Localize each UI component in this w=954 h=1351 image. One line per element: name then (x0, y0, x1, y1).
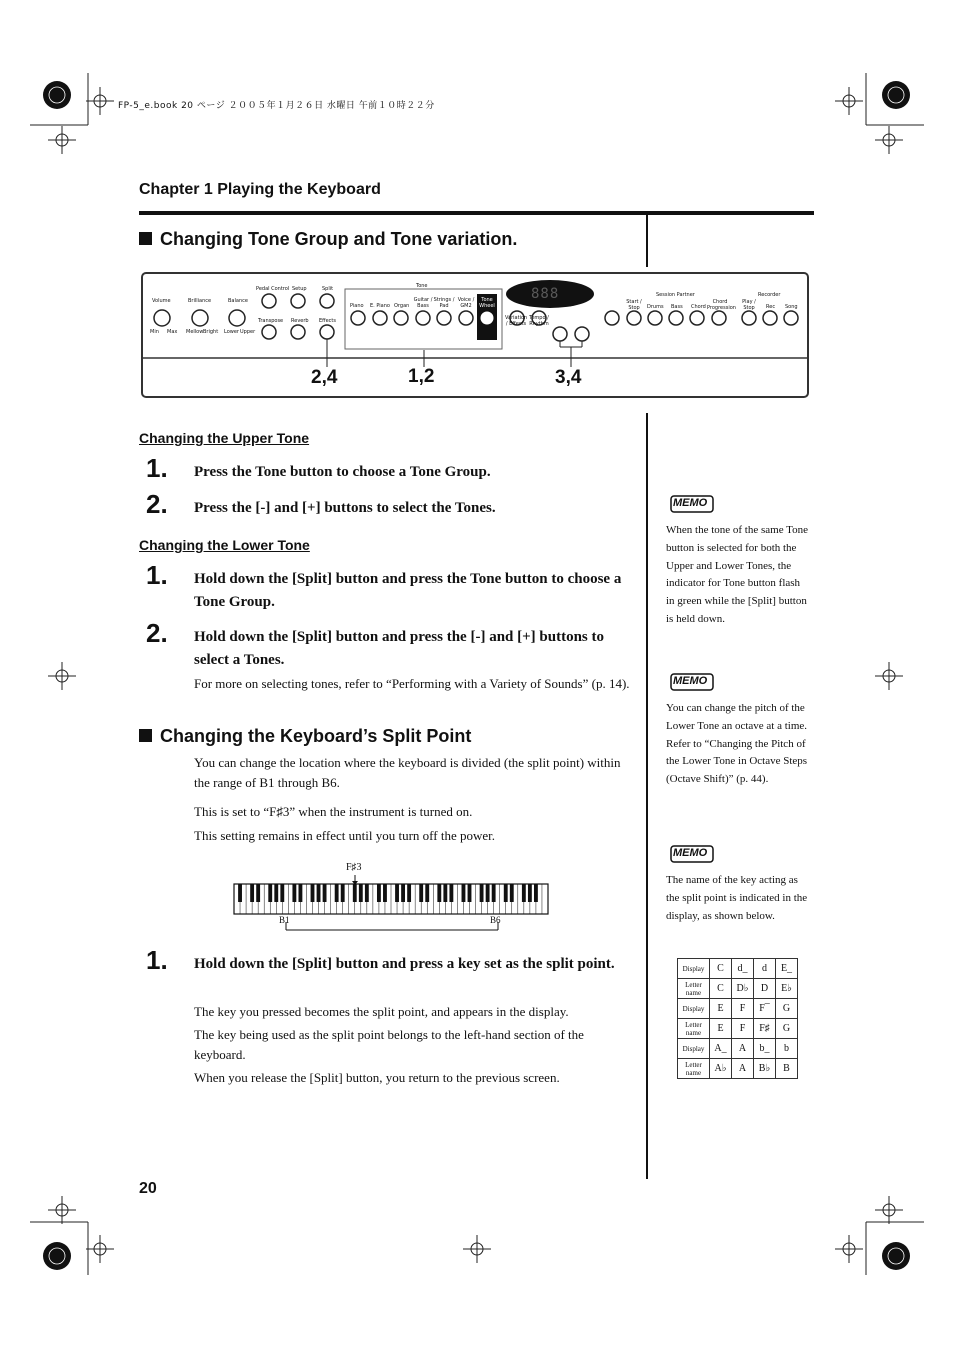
callout-plusminus: 3,4 (555, 367, 582, 388)
black-key (510, 884, 514, 902)
callout-split: 2,4 (311, 367, 338, 388)
session-header: Session Partner (656, 292, 695, 298)
split-table-label: Letter name (678, 979, 710, 999)
lower-step2-num: 2. (146, 618, 168, 648)
black-key (492, 884, 496, 902)
memo-text-1: When the tone of the same Tone button is selected for both the Upper and Lower Tones, the indicator for Tone button flash in green while the [Split] button is held down. (666, 524, 808, 625)
split-table-cell: G (776, 999, 798, 1019)
split-after-2: The key being used as the split point belongs to the left-hand section of the keyboard. (194, 1027, 584, 1062)
black-key (407, 884, 411, 902)
file-header: FP-5_e.book 20 ページ ２００５年１月２６日 水曜日 午前１０時２２分 (118, 101, 435, 111)
label-start: Start / Stop (626, 299, 642, 311)
knob-label-brilliance: Brilliance (188, 298, 212, 304)
memo-icon (670, 672, 714, 697)
black-key (268, 884, 272, 902)
label-rec: Rec (766, 304, 776, 310)
split-table-cell: b_ (754, 1039, 776, 1059)
split-table-cell: E (710, 1019, 732, 1039)
column-divider-top (646, 215, 648, 267)
panel-illustration (141, 272, 809, 398)
black-key (238, 884, 242, 902)
black-key (353, 884, 357, 902)
split-table-label: Display (678, 959, 710, 979)
memo-icon-label: MEMO (673, 675, 708, 687)
black-key (504, 884, 508, 902)
split-table-cell: A_ (710, 1039, 732, 1059)
upper-step1-text: Press the Tone button to choose a Tone Group. (194, 464, 491, 480)
btn-label-transpose: Transpose (258, 318, 284, 324)
split-p3: This setting remains in effect until you turn off the power. (194, 828, 495, 843)
split-table-cell: E♭ (776, 979, 798, 999)
split-p1: You can change the location where the keyboard is divided (the split point) within the range of B1 through B6. (194, 755, 621, 790)
split-table-cell: F¯ (754, 999, 776, 1019)
black-key (449, 884, 453, 902)
split-table-cell: A (732, 1039, 754, 1059)
split-table-cell: C (710, 959, 732, 979)
tone-label-piano: Piano (350, 303, 364, 309)
split-table-cell: E (710, 999, 732, 1019)
label-progression: Chord Progression (707, 299, 736, 311)
tone-label-epiano: E. Piano (370, 303, 390, 309)
black-key (250, 884, 254, 902)
label-tempo: Tempo / Rhythm (529, 315, 549, 327)
black-key (292, 884, 296, 902)
label-bass: Bass (671, 304, 683, 310)
split-table-label: Display (678, 1039, 710, 1059)
knob-sub-max: Max (167, 329, 178, 335)
lower-step1-num: 1. (146, 560, 168, 590)
split-table-row (678, 959, 798, 979)
chapter-rule (139, 211, 814, 215)
knob-sub-lower: Lower (224, 329, 239, 335)
split-table-row (678, 1059, 798, 1079)
black-key (425, 884, 429, 902)
black-key (383, 884, 387, 902)
split-step1-num: 1. (146, 945, 168, 975)
black-key (311, 884, 315, 902)
split-table-cell: F♯ (754, 1019, 776, 1039)
btn-label-split: Split (322, 286, 334, 292)
black-key (256, 884, 260, 902)
split-table-row (678, 1039, 798, 1059)
recorder-header: Recorder (758, 292, 781, 298)
split-table-cell: E_ (776, 959, 798, 979)
section-title-split (139, 726, 471, 747)
split-table-label: Letter name (678, 1019, 710, 1039)
split-table-cell: D♭ (732, 979, 754, 999)
black-key (317, 884, 321, 902)
memo-icon (670, 844, 714, 869)
split-table-cell: d_ (732, 959, 754, 979)
split-table-label: Display (678, 999, 710, 1019)
btn-label-reverb: Reverb (291, 318, 309, 324)
split-name-table (677, 958, 798, 1079)
lower-step2-text: Hold down the [Split] button and press the [-] and [+] buttons to select a Tones. (194, 629, 605, 668)
split-p2: This is set to “F♯3” when the instrument is turned on. (194, 804, 473, 819)
split-table-cell: A♭ (710, 1059, 732, 1079)
split-table-cell: A (732, 1059, 754, 1079)
split-table-cell: D (754, 979, 776, 999)
black-key (468, 884, 472, 902)
split-table-cell: F (732, 999, 754, 1019)
split-table-cell: d (754, 959, 776, 979)
black-key (419, 884, 423, 902)
btn-label-pedal: Pedal Control (256, 286, 290, 292)
section-title-tone (139, 229, 517, 250)
tone-label-organ: Organ (394, 303, 410, 309)
split-table-cell: G (776, 1019, 798, 1039)
subtitle-lower: Changing the Lower Tone (139, 537, 310, 553)
split-table-cell: C (710, 979, 732, 999)
memo-icon-label: MEMO (673, 497, 708, 509)
black-key (462, 884, 466, 902)
knob-sub-upper: Upper (240, 329, 256, 335)
memo-icon (670, 494, 714, 519)
label-drums: Drums (647, 304, 664, 310)
upper-step2-text: Press the [-] and [+] buttons to select the Tones. (194, 500, 496, 516)
subtitle-upper: Changing the Upper Tone (139, 430, 310, 446)
label-play: Play / Stop (742, 299, 756, 311)
split-table-cell: b (776, 1039, 798, 1059)
tone-header: Tone (416, 283, 428, 289)
split-step1-text: Hold down the [Split] button and press a key set as the split point. (194, 956, 615, 972)
memo-icon-label: MEMO (673, 847, 708, 859)
column-divider (646, 413, 648, 1179)
black-key (534, 884, 538, 902)
btn-label-effects: Effects (319, 318, 336, 324)
chapter-title: Chapter 1 Playing the Keyboard (139, 181, 381, 198)
upper-step2-num: 2. (146, 489, 168, 519)
black-key (377, 884, 381, 902)
tone-label-guitar: Guitar / Bass (413, 297, 433, 309)
tone-label-tonewheel: Tone Wheel (479, 297, 495, 309)
black-key (280, 884, 284, 902)
knob-sub-min: Min (150, 329, 159, 335)
black-key (401, 884, 405, 902)
knob-sub-mellow: Mellow (186, 329, 204, 335)
black-key (274, 884, 278, 902)
lower-note: For more on selecting tones, refer to “Performing with a Variety of Sounds” (p. 14). (194, 676, 630, 691)
split-table-row (678, 1019, 798, 1039)
led-display: 888 (531, 286, 560, 302)
label-chord: Chord (691, 304, 706, 310)
page-number: 20 (139, 1180, 157, 1197)
split-table-cell: B♭ (754, 1059, 776, 1079)
black-key (528, 884, 532, 902)
label-variation: Variation / Effects (505, 315, 528, 327)
split-table-label: Letter name (678, 1059, 710, 1079)
knob-sub-bright: Bright (203, 329, 219, 335)
black-key (298, 884, 302, 902)
kbd-low-label: B1 (279, 915, 290, 925)
black-key (395, 884, 399, 902)
split-table-cell: F (732, 1019, 754, 1039)
upper-step1-num: 1. (146, 453, 168, 483)
tone-label-voice: Voice / GM2 (457, 297, 475, 309)
memo-text-3: The name of the key acting as the split point is indicated in the display, as shown below. (666, 874, 808, 922)
black-key (341, 884, 345, 902)
panel-labels (141, 272, 809, 358)
memo-text-2: You can change the pitch of the Lower Tone an octave at a time. Refer to “Changing the Pitch of the Lower Tone in Octave Steps (Octave Shift)” (p. 44). (666, 702, 808, 786)
tone-label-strings: Strings / Pad (433, 297, 455, 309)
black-key (437, 884, 441, 902)
section-title-split-text: Changing the Keyboard’s Split Point (160, 726, 472, 746)
keyboard-diagram (232, 860, 552, 935)
split-table-row (678, 979, 798, 999)
black-key (486, 884, 490, 902)
black-key (522, 884, 526, 902)
split-after-3: When you release the [Split] button, you return to the previous screen. (194, 1070, 560, 1085)
callout-tone: 1,2 (408, 366, 435, 387)
split-after-1: The key you pressed becomes the split point, and appears in the display. (194, 1004, 569, 1019)
split-table-row (678, 999, 798, 1019)
black-key (365, 884, 369, 902)
section-title-text: Changing Tone Group and Tone variation. (160, 229, 518, 249)
knob-label-balance: Balance (228, 298, 248, 304)
kbd-high-label: B6 (490, 915, 501, 925)
black-key (359, 884, 363, 902)
knob-label-volume: Volume (152, 298, 171, 304)
black-key (335, 884, 339, 902)
btn-label-setup: Setup (292, 286, 307, 292)
lower-step1-text: Hold down the [Split] button and press the Tone button to choose a Tone Group. (194, 571, 622, 610)
label-song: Song (785, 304, 798, 310)
split-table-cell: B (776, 1059, 798, 1079)
black-key (443, 884, 447, 902)
black-key (323, 884, 327, 902)
black-key (480, 884, 484, 902)
kbd-marker-label: F♯3 (346, 862, 362, 873)
